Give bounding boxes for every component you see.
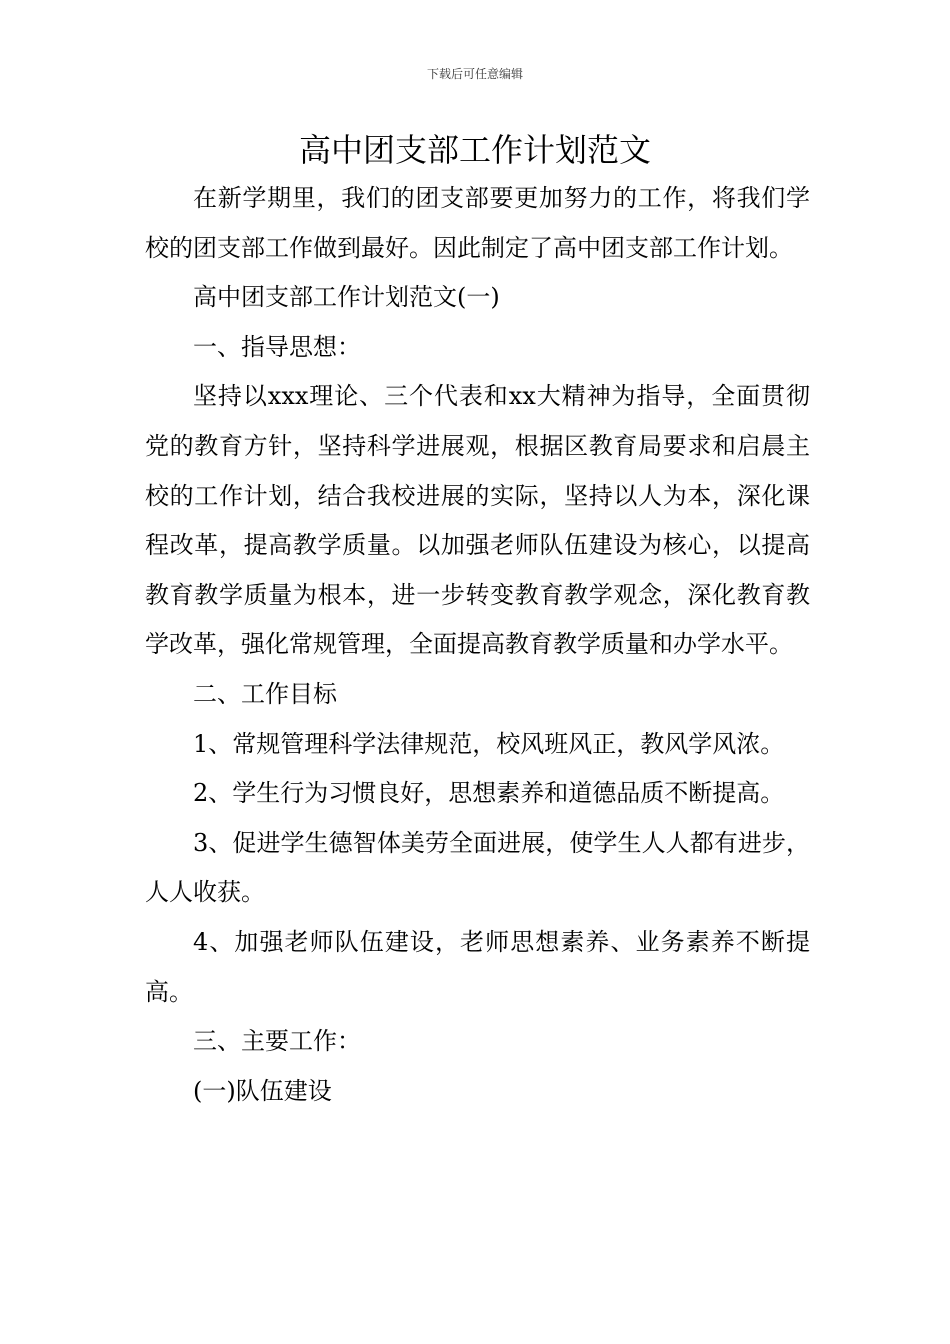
paragraph-heading-main-work: 三、主要工作：	[193, 1027, 361, 1056]
paragraph-heading-guiding-thought: 一、指导思想：	[193, 332, 361, 361]
paragraph-goal-1: 1、常规管理科学法律规范，校风班风正，教风学风浓。	[193, 729, 785, 758]
paragraph-subheading-team: (一)队伍建设	[193, 1076, 332, 1105]
header-note: 下载后可任意编辑	[426, 67, 523, 81]
paragraph-heading-goals: 二、工作目标	[193, 679, 337, 708]
paragraph-goal-3: 3、促进学生德智体美劳全面进展，使学生人人都有进步，人人收获。	[145, 828, 810, 907]
document-title: 高中团支部工作计划范文	[298, 131, 651, 169]
paragraph-section-heading: 高中团支部工作计划范文(一)	[193, 283, 500, 312]
paragraph-goal-4: 4、加强老师队伍建设，老师思想素养、业务素养不断提高。	[145, 927, 810, 1006]
paragraph-goal-2: 2、学生行为习惯良好，思想素养和道德品质不断提高。	[193, 779, 785, 808]
paragraph-intro: 在新学期里，我们的团支部要更加努力的工作，将我们学校的团支部工作做到最好。因此制定了高中团支部工作计划。	[145, 184, 810, 262]
paragraph-guiding-thought: 坚持以xxx理论、三个代表和xx大精神为指导，全面贯彻党的教育方针，坚持科学进展观，根据区教育局要求和启晨主校的工作计划，结合我校进展的实际，坚持以人为本，深化课程改革，提高教学质量。以加强老师队伍建设为核心，以提高教育教学质量为根本，进一步转变教育教学观念，深化教育教学改革，强化常规管理，全面提高教育教学质量和办学水平。	[145, 382, 810, 659]
document-body	[145, 174, 810, 1116]
